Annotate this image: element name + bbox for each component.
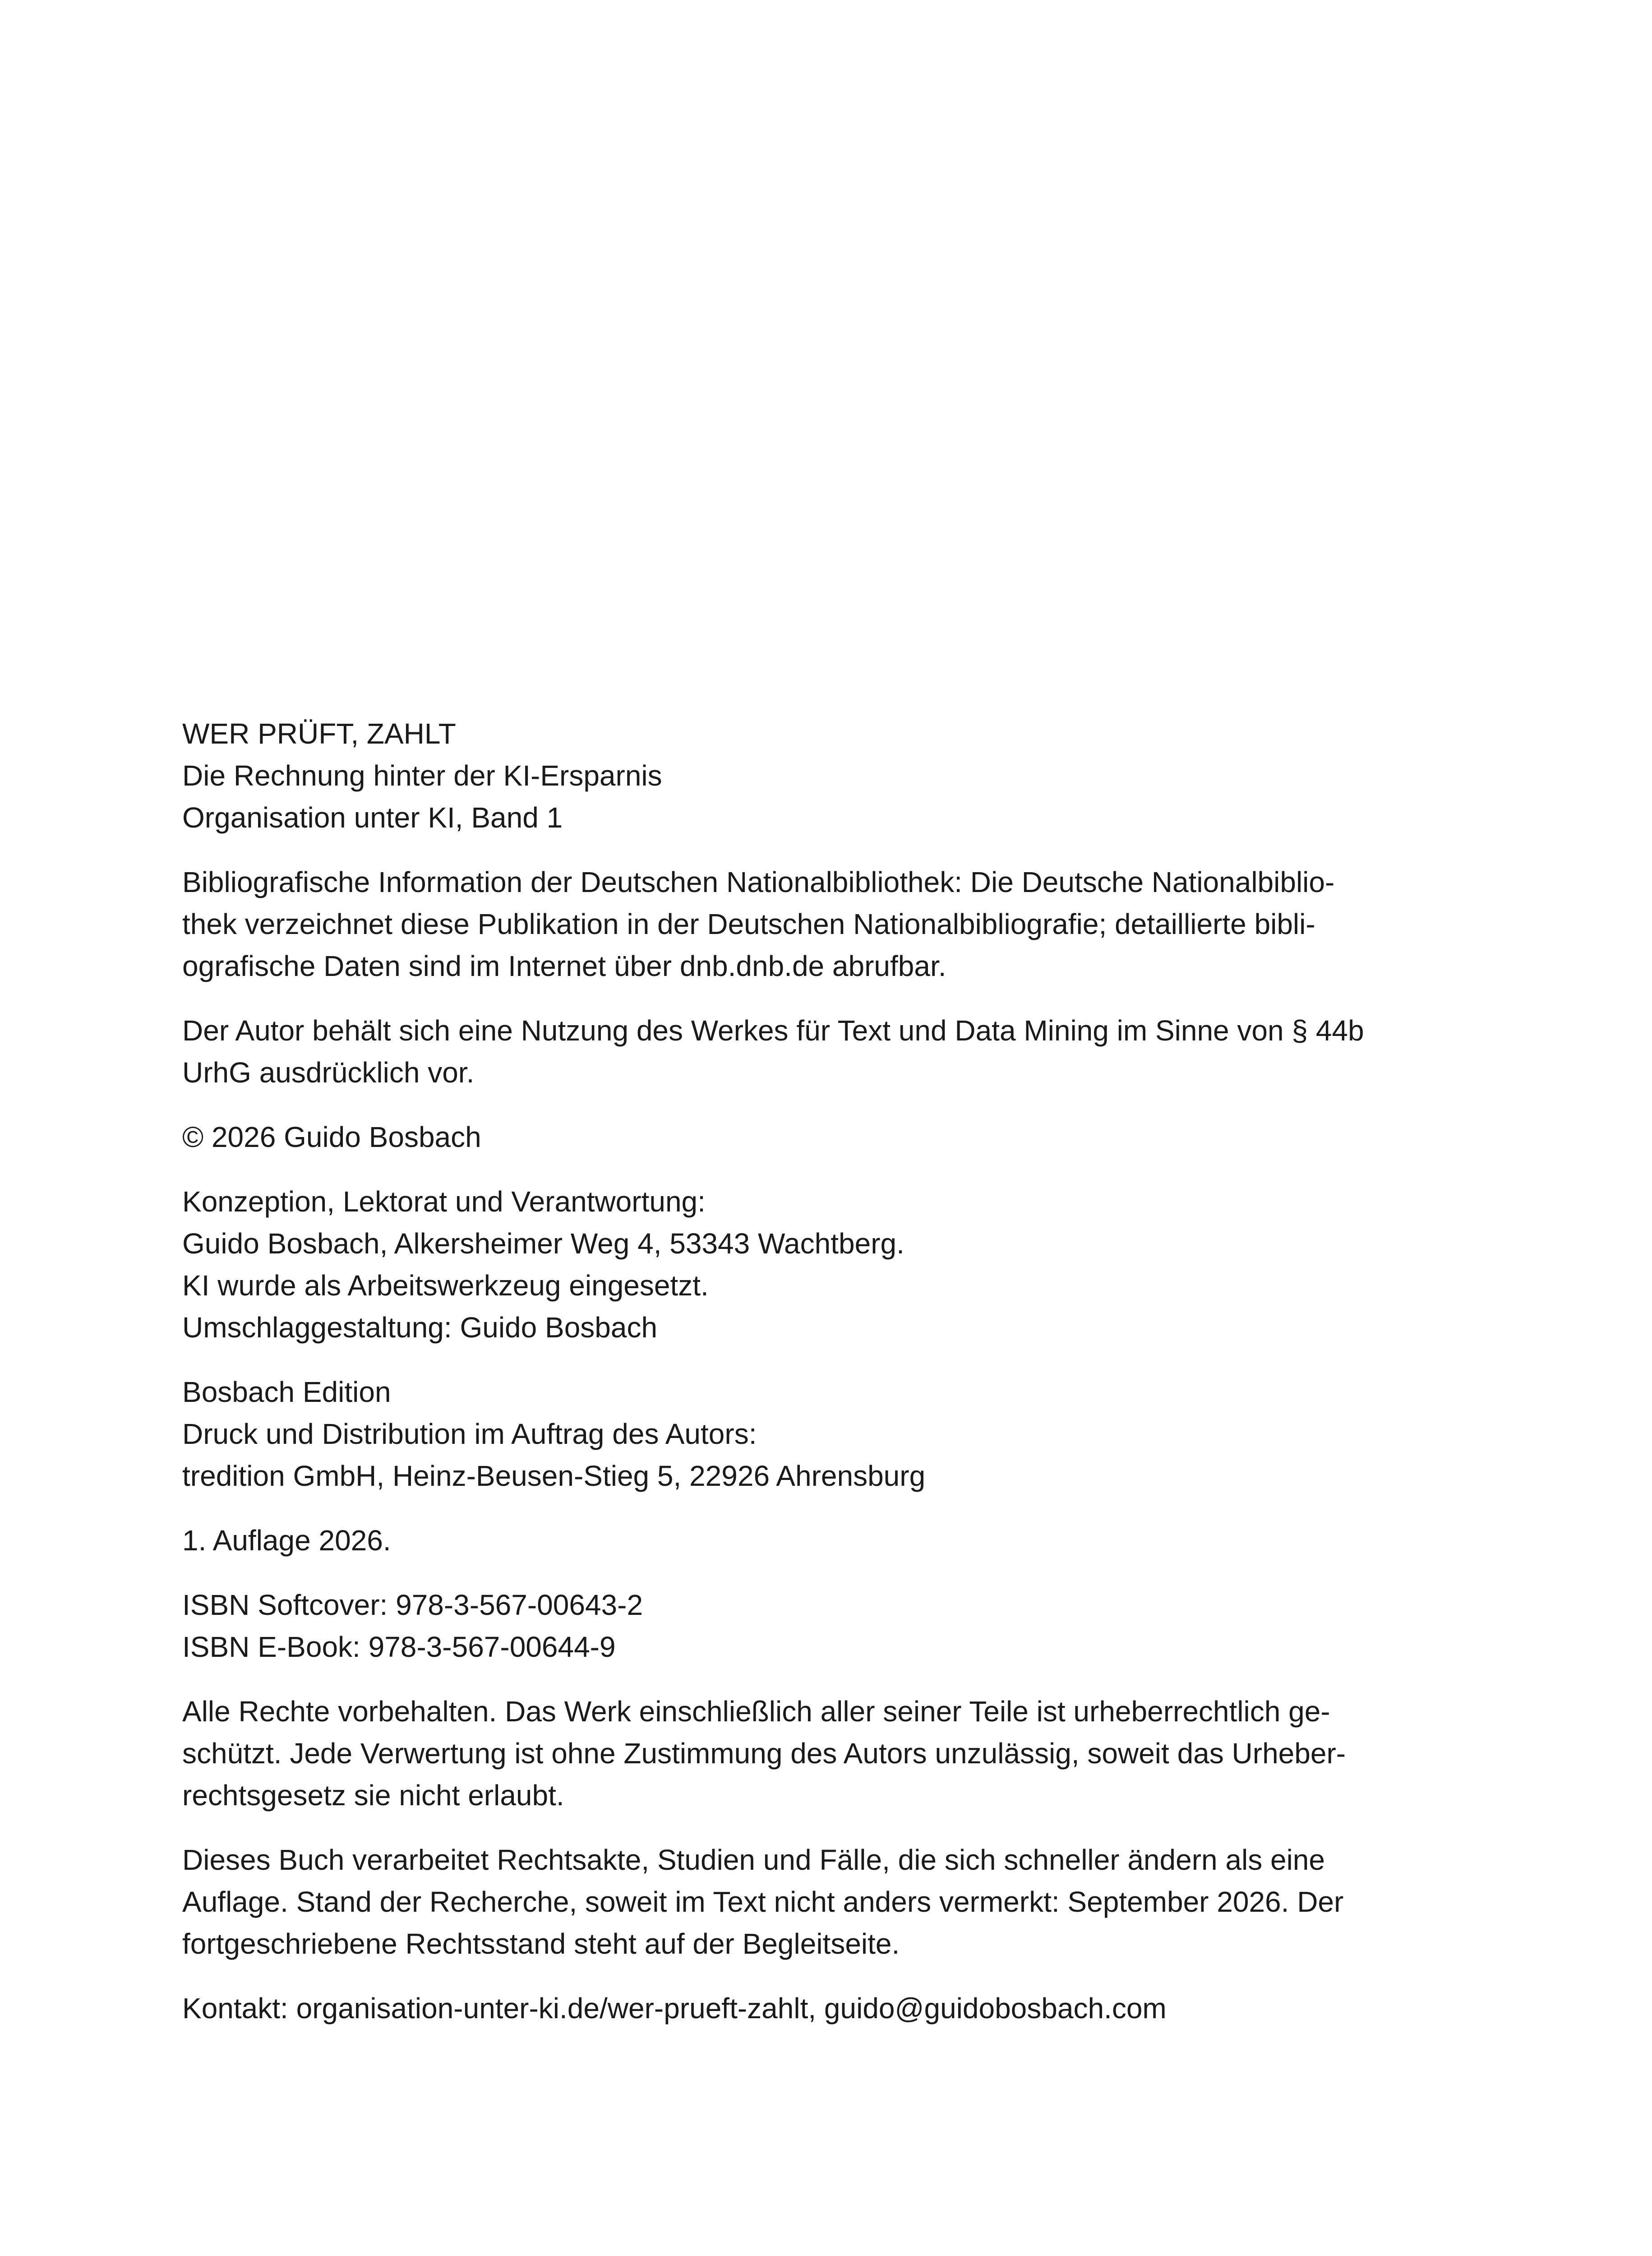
edition-block	[182, 1520, 1472, 1562]
text-line: Konzeption, Lektorat und Verantwortung:	[182, 1185, 706, 1218]
text-line: Bibliografische Information der Deutschen Nationalbibliothek: Die Deutsche Nationalbiblio-	[182, 866, 1335, 898]
text-line: Dieses Buch verarbeitet Rechtsakte, Studien und Fälle, die sich schneller ändern als eine	[182, 1844, 1325, 1876]
text-line: Umschlaggestaltung: Guido Bosbach	[182, 1311, 658, 1344]
text-line: Alle Rechte vorbehalten. Das Werk einschließlich aller seiner Teile ist urheberrechtlich ge-	[182, 1695, 1330, 1728]
text-line: Der Autor behält sich eine Nutzung des Werkes für Text und Data Mining im Sinne von § 44b	[182, 1014, 1364, 1047]
text-line: Druck und Distribution im Auftrag des Autors:	[182, 1418, 757, 1450]
copyright-notice	[182, 1116, 1472, 1158]
text-line: Auflage. Stand der Recherche, soweit im Text nicht anders vermerkt: September 2026. Der	[182, 1886, 1344, 1918]
text-line: thek verzeichnet diese Publikation in der Deutschen Nationalbibliografie; detaillierte bibli-	[182, 908, 1315, 940]
publisher-block	[182, 1371, 1472, 1497]
title-block	[182, 713, 1472, 839]
rights-notice	[182, 1691, 1472, 1817]
research-status-notice	[182, 1839, 1472, 1965]
edition-line: 1. Auflage 2026.	[182, 1524, 391, 1557]
imprint-text	[182, 713, 1472, 2052]
book-subtitle: Die Rechnung hinter der KI-Ersparnis	[182, 759, 662, 792]
copyright-line: © 2026 Guido Bosbach	[182, 1121, 481, 1153]
publisher-name: Bosbach Edition	[182, 1376, 391, 1408]
text-line: rechtsgesetz sie nicht erlaubt.	[182, 1779, 564, 1812]
text-line: KI wurde als Arbeitswerkzeug eingesetzt.	[182, 1269, 709, 1302]
book-title: WER PRÜFT, ZAHLT	[182, 717, 456, 750]
contact-block	[182, 1988, 1472, 2029]
contact-line: Kontakt: organisation-unter-ki.de/wer-prueft-zahlt, guido@guidobosbach.com	[182, 1992, 1167, 2025]
text-line: fortgeschriebene Rechtsstand steht auf der Begleitseite.	[182, 1928, 900, 1960]
text-line: UrhG ausdrücklich vor.	[182, 1056, 475, 1089]
responsibility-block	[182, 1181, 1472, 1349]
printer-address: tredition GmbH, Heinz-Beusen-Stieg 5, 22926 Ahrensburg	[182, 1460, 926, 1492]
isbn-softcover: ISBN Softcover: 978-3-567-00643-2	[182, 1589, 643, 1621]
isbn-block	[182, 1584, 1472, 1668]
book-series: Organisation unter KI, Band 1	[182, 801, 563, 834]
bibliographic-info	[182, 861, 1472, 987]
text-line: schützt. Jede Verwertung ist ohne Zustimmung des Autors unzulässig, soweit das Urheber-	[182, 1737, 1346, 1770]
text-line: ografische Daten sind im Internet über dnb.dnb.de abrufbar.	[182, 950, 946, 982]
text-data-mining-notice	[182, 1010, 1472, 1094]
author-address: Guido Bosbach, Alkersheimer Weg 4, 53343 Wachtberg.	[182, 1227, 904, 1260]
isbn-ebook: ISBN E-Book: 978-3-567-00644-9	[182, 1631, 616, 1663]
